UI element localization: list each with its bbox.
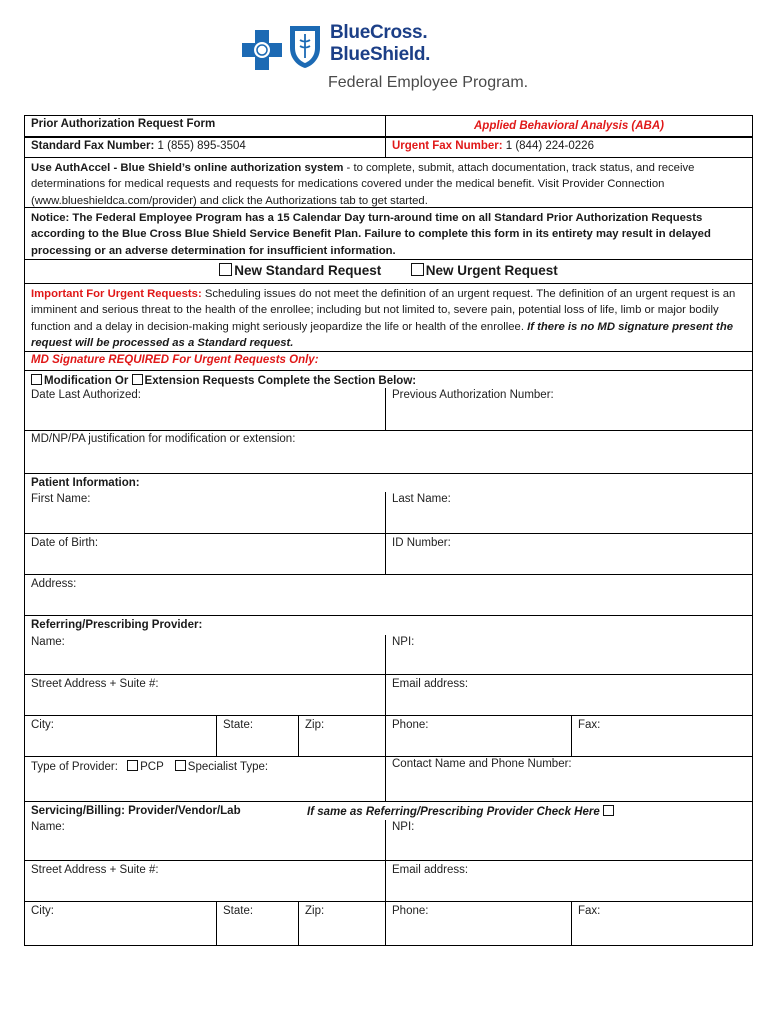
date-last-authorized-field[interactable]: Date Last Authorized: bbox=[31, 389, 141, 401]
servicing-fax-field[interactable]: Fax: bbox=[571, 902, 752, 945]
provider-type: Type of Provider: PCP Specialist Type: bbox=[31, 761, 269, 773]
standard-request-checkbox[interactable] bbox=[219, 263, 232, 276]
same-as-checkbox[interactable] bbox=[603, 805, 614, 816]
urgent-fax: Urgent Fax Number: 1 (844) 224-0226 bbox=[385, 138, 752, 157]
urgent-request-label: New Urgent Request bbox=[425, 263, 558, 278]
servicing-state-field[interactable]: State: bbox=[216, 902, 298, 945]
blue-shield-icon bbox=[288, 24, 322, 70]
referring-fax-field[interactable]: Fax: bbox=[571, 716, 752, 756]
specialist-checkbox[interactable] bbox=[175, 760, 186, 771]
justification-field[interactable]: MD/NP/PA justification for modification or extension: bbox=[31, 433, 296, 445]
dob-field[interactable]: Date of Birth: bbox=[31, 537, 99, 549]
notice-row bbox=[25, 208, 752, 260]
servicing-heading: Servicing/Billing: Provider/Vendor/Lab bbox=[31, 805, 241, 817]
form-title-row bbox=[25, 116, 752, 138]
servicing-city-row bbox=[25, 902, 752, 945]
extension-checkbox[interactable] bbox=[132, 374, 143, 385]
program-title: Applied Behavioral Analysis (ABA) bbox=[385, 116, 752, 136]
patient-address-row bbox=[25, 575, 752, 616]
authaccel-text: Use AuthAccel - Blue Shield’s online authorization system - to complete, submit, attach documentation, track status, and receive determinations for medical requests and requests for medications covered under the medical benefit. Visit Provider Connection (www.blueshieldca.com/provider) and click the Authorizations tab to get started. bbox=[31, 162, 695, 207]
referring-heading-row bbox=[25, 616, 752, 635]
prior-auth-form bbox=[24, 115, 753, 946]
servicing-heading-row bbox=[25, 802, 752, 820]
servicing-street-row bbox=[25, 861, 752, 902]
referring-name-row bbox=[25, 635, 752, 675]
blue-cross-icon bbox=[242, 30, 282, 70]
request-type-row bbox=[25, 260, 752, 284]
referring-city-field[interactable]: City: bbox=[31, 719, 54, 731]
patient-dob-row bbox=[25, 534, 752, 575]
referring-street-row bbox=[25, 675, 752, 716]
referring-npi-field[interactable]: NPI: bbox=[385, 635, 752, 674]
referring-phone-field[interactable]: Phone: bbox=[385, 716, 571, 756]
urgent-info-row bbox=[25, 284, 752, 352]
justification-row bbox=[25, 431, 752, 474]
previous-auth-number-field[interactable]: Previous Authorization Number: bbox=[385, 388, 752, 430]
patient-name-row bbox=[25, 492, 752, 534]
brand-fep: Federal Employee Program. bbox=[328, 74, 529, 91]
form-title: Prior Authorization Request Form bbox=[31, 118, 216, 130]
urgent-info-text: Important For Urgent Requests: Scheduling issues do not meet the definition of an urgent request. The definition of an urgent request is an imminent and serious threat to the health of the enrollee; including but not limited to, severe pain, potential loss of life, limb or major bodily function and a delay in decision-making might seriously jeopardize the life or health of the enrollee. If there is no MD signature present the request will be processed as a Standard request. bbox=[31, 288, 736, 349]
referring-type-row bbox=[25, 757, 752, 802]
authaccel-row bbox=[25, 158, 752, 208]
bcbs-logo bbox=[240, 22, 540, 96]
patient-heading-row bbox=[25, 474, 752, 492]
referring-zip-field[interactable]: Zip: bbox=[298, 716, 385, 756]
fax-row bbox=[25, 138, 752, 158]
servicing-phone-field[interactable]: Phone: bbox=[385, 902, 571, 945]
first-name-field[interactable]: First Name: bbox=[31, 493, 91, 505]
servicing-name-row bbox=[25, 820, 752, 861]
modification-row bbox=[25, 371, 752, 431]
last-name-field[interactable]: Last Name: bbox=[385, 492, 752, 533]
referring-state-field[interactable]: State: bbox=[216, 716, 298, 756]
standard-request-label: New Standard Request bbox=[234, 263, 382, 278]
standard-fax: Standard Fax Number: 1 (855) 895-3504 bbox=[31, 140, 246, 152]
patient-heading: Patient Information: bbox=[31, 477, 140, 489]
request-type bbox=[25, 260, 752, 283]
urgent-request-checkbox[interactable] bbox=[411, 263, 424, 276]
servicing-street-field[interactable]: Street Address + Suite #: bbox=[31, 864, 159, 876]
referring-email-field[interactable]: Email address: bbox=[385, 675, 752, 715]
pcp-checkbox[interactable] bbox=[127, 760, 138, 771]
referring-street-field[interactable]: Street Address + Suite #: bbox=[31, 678, 159, 690]
referring-heading: Referring/Prescribing Provider: bbox=[31, 619, 203, 631]
contact-field[interactable]: Contact Name and Phone Number: bbox=[385, 757, 752, 801]
modification-header: Modification Or Extension Requests Complete the Section Below: bbox=[25, 371, 752, 388]
referring-city-row bbox=[25, 716, 752, 757]
servicing-name-field[interactable]: Name: bbox=[31, 821, 65, 833]
modification-checkbox[interactable] bbox=[31, 374, 42, 385]
servicing-email-field[interactable]: Email address: bbox=[385, 861, 752, 901]
brand-blueshield: BlueShield. bbox=[330, 44, 431, 65]
servicing-npi-field[interactable]: NPI: bbox=[385, 820, 752, 860]
same-as-referring: If same as Referring/Prescribing Provider Check Here bbox=[301, 802, 752, 820]
notice-text: Notice: The Federal Employee Program has a 15 Calendar Day turn-around time on all Standard Prior Authorization Requests according to the Blue Cross Blue Shield Service Benefit Plan. Failure to complete this form in its entirety may result in delayed processing or an adverse determination for insufficient information. bbox=[31, 212, 711, 257]
address-field[interactable]: Address: bbox=[31, 578, 77, 590]
referring-name-field[interactable]: Name: bbox=[31, 636, 65, 648]
id-number-field[interactable]: ID Number: bbox=[385, 534, 752, 574]
brand-bluecross: BlueCross. bbox=[330, 22, 428, 43]
md-signature-label: MD Signature REQUIRED For Urgent Requests Only: bbox=[31, 354, 319, 366]
servicing-zip-field[interactable]: Zip: bbox=[298, 902, 385, 945]
servicing-city-field[interactable]: City: bbox=[31, 905, 54, 917]
md-signature-row bbox=[25, 352, 752, 371]
